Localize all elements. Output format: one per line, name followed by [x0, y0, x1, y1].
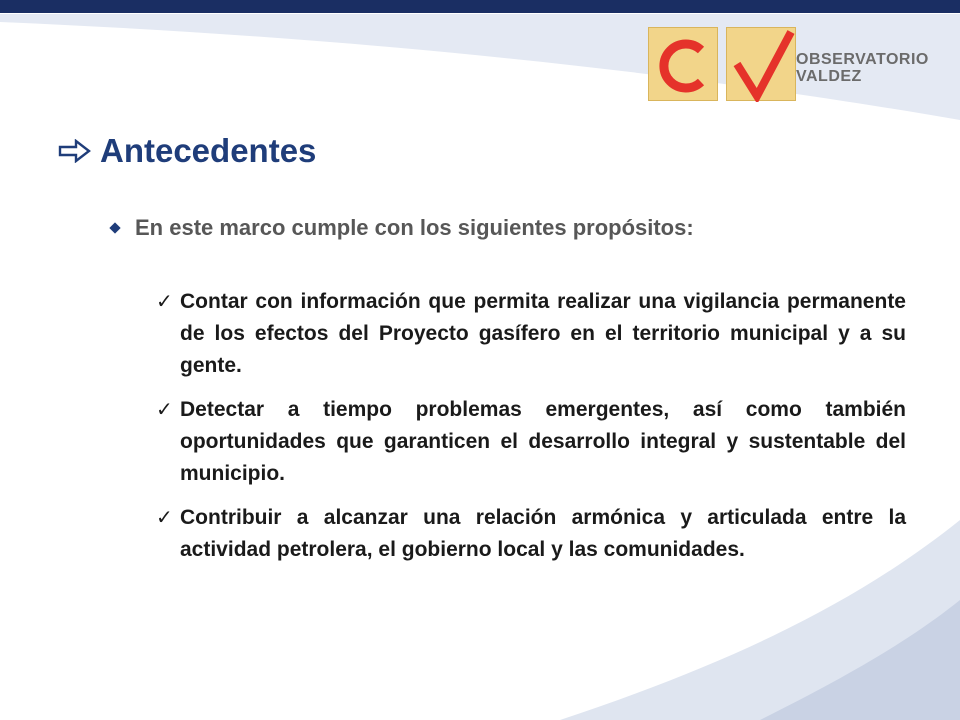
logo-v-mark — [726, 27, 796, 101]
diamond-bullet-icon — [109, 222, 120, 233]
logo-o-mark — [648, 27, 718, 101]
right-arrow-outline-icon — [58, 139, 92, 163]
list-item-text: Detectar a tiempo problemas emergentes, así como también oportunidades que garanticen el desarrollo integral y sustentable del municipio. — [180, 398, 906, 485]
list-item — [156, 394, 906, 490]
page-title — [58, 132, 316, 170]
logo-line-1: OBSERVATORIO — [796, 51, 929, 68]
list-item-text: Contar con información que permita realizar una vigilancia permanente de los efectos del Proyecto gasífero en el territorio municipal y a su gente. — [180, 290, 906, 377]
checkmark-icon: ✓ — [156, 507, 173, 529]
checkmark-icon: ✓ — [156, 291, 173, 313]
intro-bullet — [108, 215, 694, 241]
list-item — [156, 502, 906, 566]
list-item — [156, 286, 906, 382]
title-text: Antecedentes — [100, 132, 317, 169]
logo-o-icon — [649, 28, 719, 102]
logo-check-icon — [727, 28, 797, 102]
logo-line-2: VALDEZ — [796, 68, 862, 85]
list-item-text: Contribuir a alcanzar una relación armónica y articulada entre la actividad petrolera, el gobierno local y las comunidades. — [180, 506, 906, 561]
checkmark-icon: ✓ — [156, 399, 173, 421]
logo-text — [796, 51, 929, 85]
intro-bullet-text: En este marco cumple con los siguientes propósitos: — [135, 215, 694, 240]
observatorio-valdez-logo — [648, 27, 948, 107]
purpose-checklist — [156, 286, 906, 578]
